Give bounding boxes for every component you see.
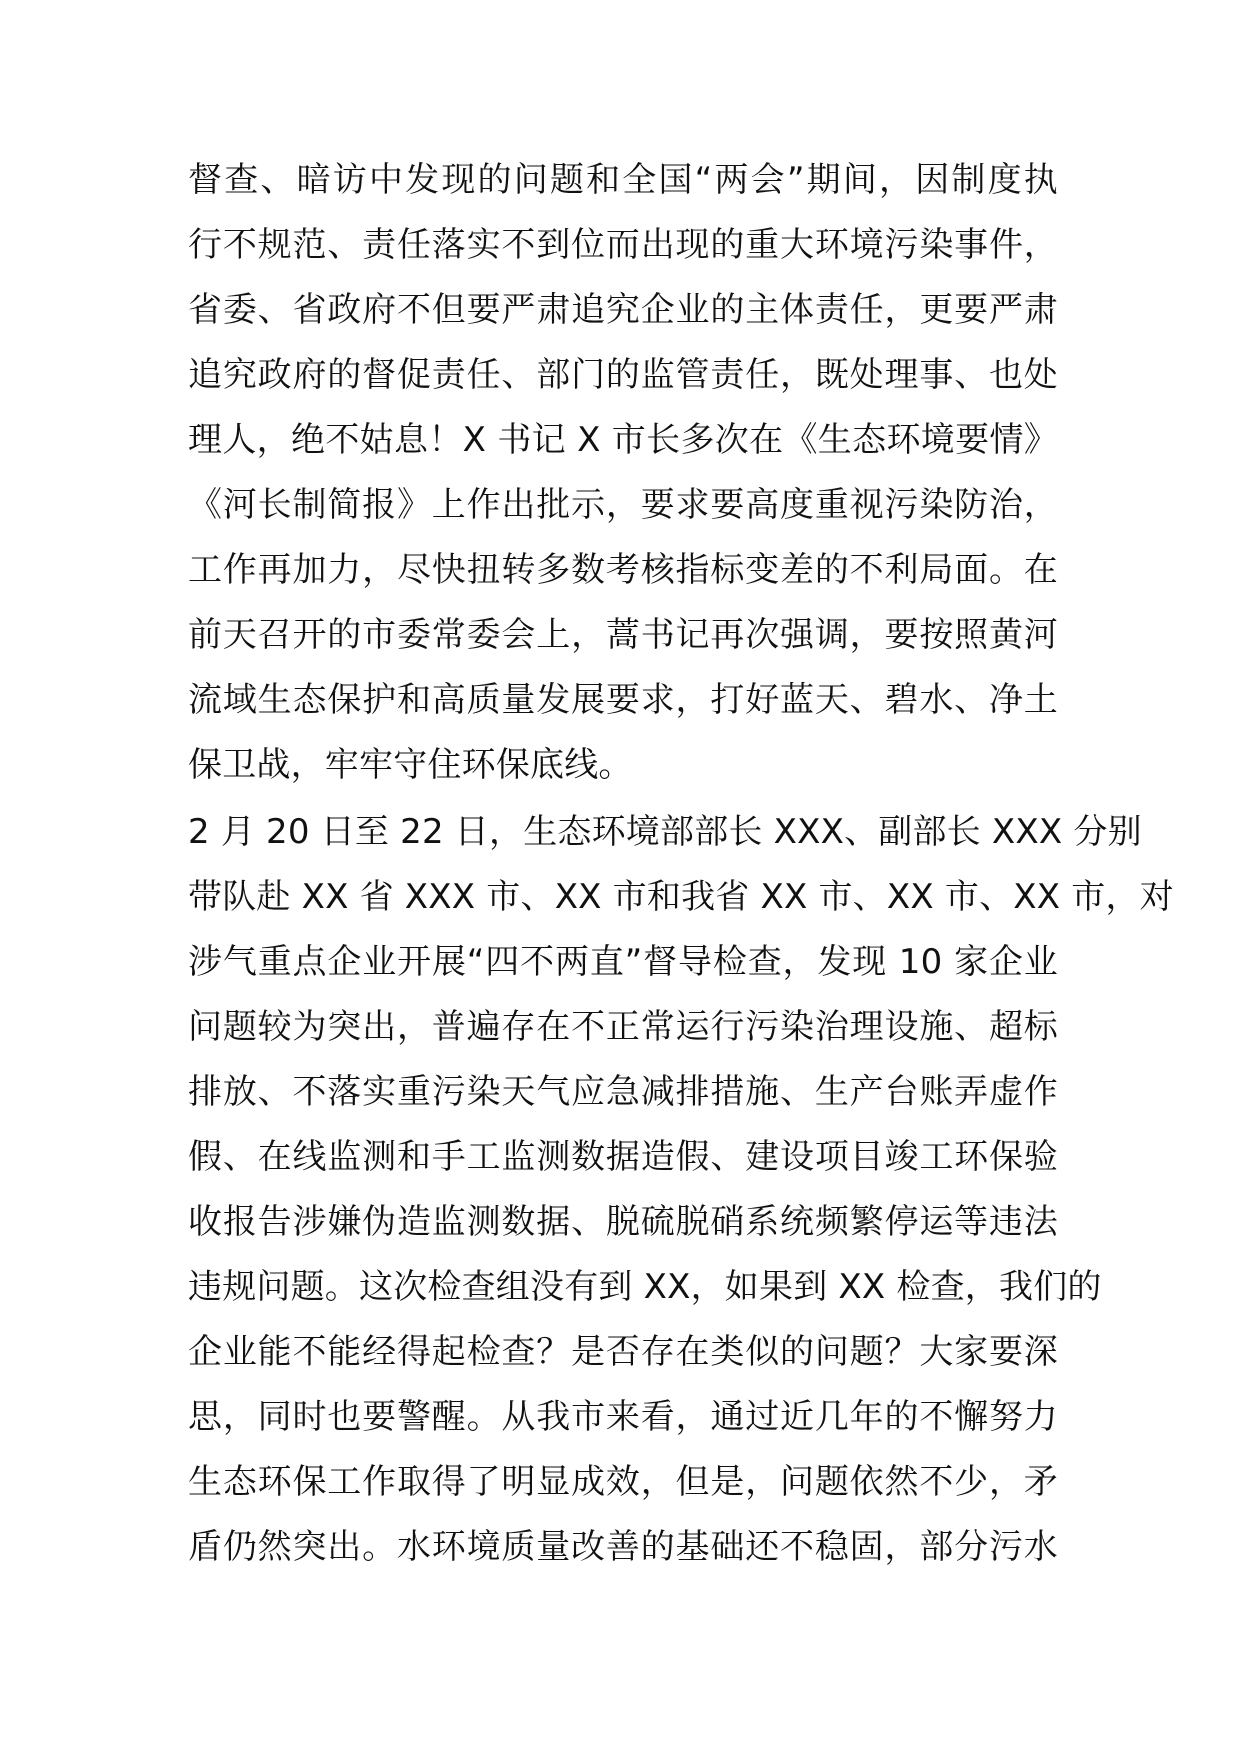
text-line: 违规问题。这次检查组没有到 XX，如果到 XX 检查，我们的 xyxy=(188,1267,1102,1307)
text-line: 涉气重点企业开展“四不两直”督导检查，发现 10 家企业 xyxy=(188,942,1058,982)
text-line: 收报告涉嫌伪造监测数据、脱硫脱硝系统频繁停运等违法 xyxy=(188,1202,1058,1242)
text-line: 流域生态保护和高质量发展要求，打好蓝天、碧水、净土 xyxy=(188,680,1058,720)
text-line: 问题较为突出，普遍存在不正常运行污染治理设施、超标 xyxy=(188,1007,1058,1047)
text-line: 盾仍然突出。水环境质量改善的基础还不稳固，部分污水 xyxy=(188,1527,1058,1567)
text-line: 2 月 20 日至 22 日，生态环境部部长 XXX、副部长 XXX 分别 xyxy=(188,812,1142,852)
text-line: 省委、省政府不但要严肃追究企业的主体责任，更要严肃 xyxy=(188,290,1058,330)
text-line: 排放、不落实重污染天气应急减排措施、生产台账弄虚作 xyxy=(188,1072,1058,1112)
paragraph-1 xyxy=(188,148,1058,798)
text-line: 带队赴 XX 省 XXX 市、XX 市和我省 XX 市、XX 市、XX 市，对 xyxy=(188,877,1174,917)
text-line: 督查、暗访中发现的问题和全国“两会”期间，因制度执 xyxy=(188,160,1058,200)
text-line: 理人，绝不姑息！X 书记 X 市长多次在《生态环境要情》 xyxy=(188,420,1058,460)
text-line: 《河长制简报》上作出批示，要求要高度重视污染防治， xyxy=(188,485,1058,525)
text-line: 企业能不能经得起检查？是否存在类似的问题？大家要深 xyxy=(188,1332,1058,1372)
text-line: 保卫战，牢牢守住环保底线。 xyxy=(188,745,633,785)
text-line: 生态环保工作取得了明显成效，但是，问题依然不少，矛 xyxy=(188,1462,1058,1502)
text-line: 行不规范、责任落实不到位而出现的重大环境污染事件， xyxy=(188,225,1058,265)
paragraph-2 xyxy=(188,800,1174,1580)
text-line: 思，同时也要警醒。从我市来看，通过近几年的不懈努力 xyxy=(188,1397,1058,1437)
text-line: 工作再加力，尽快扭转多数考核指标变差的不利局面。在 xyxy=(188,550,1058,590)
text-line: 前天召开的市委常委会上，蒿书记再次强调，要按照黄河 xyxy=(188,615,1058,655)
text-line: 假、在线监测和手工监测数据造假、建设项目竣工环保验 xyxy=(188,1137,1058,1177)
text-line: 追究政府的督促责任、部门的监管责任，既处理事、也处 xyxy=(188,355,1058,395)
